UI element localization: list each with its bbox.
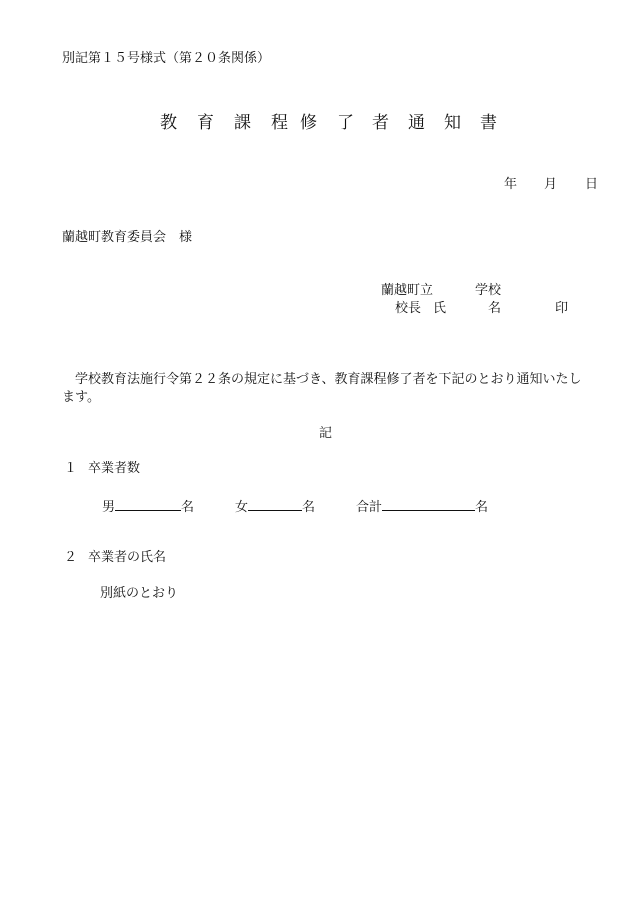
male-count-blank[interactable] [115, 497, 181, 511]
name-label-right: 名 [488, 301, 502, 316]
title-char: 知 [444, 113, 461, 133]
total-unit: 名 [475, 500, 489, 515]
title-char: 修 [300, 113, 317, 133]
title-char: 課 [234, 113, 251, 133]
body-text-line1: 学校教育法施行令第２２条の規定に基づき、教育課程修了者を下記のとおり通知いたし [75, 372, 582, 387]
date-month: 月 [544, 177, 558, 192]
female-count-group [235, 497, 315, 516]
title-char: 書 [480, 113, 497, 133]
female-label: 女 [235, 500, 249, 515]
title-char: 教 [160, 113, 177, 133]
school-prefix: 蘭越町立 [381, 283, 434, 298]
title-char: 程 [271, 113, 288, 133]
section1-heading: 卒業者数 [88, 461, 141, 476]
section2-note: 別紙のとおり [100, 586, 179, 601]
name-label-left: 氏 [433, 301, 447, 316]
school-suffix: 学校 [475, 283, 502, 298]
male-label: 男 [102, 500, 116, 515]
ki-heading: 記 [319, 426, 333, 441]
section2-number: ２ [64, 550, 78, 565]
principal-label: 校長 [395, 301, 422, 316]
recipient: 蘭越町教育委員会 様 [62, 230, 193, 245]
total-label: 合計 [356, 500, 383, 515]
seal-label: 印 [555, 301, 569, 316]
form-reference: 別記第１５号様式（第２０条関係） [62, 51, 271, 66]
female-count-blank[interactable] [248, 497, 302, 511]
date-day: 日 [585, 177, 599, 192]
female-unit: 名 [302, 500, 316, 515]
title-char: 育 [197, 113, 214, 133]
section1-number: １ [64, 461, 78, 476]
male-unit: 名 [181, 500, 195, 515]
section2-heading: 卒業者の氏名 [88, 550, 167, 565]
total-count-group [356, 497, 488, 516]
title-char: 了 [337, 113, 354, 133]
graduate-count-row [102, 497, 194, 516]
title-char: 通 [408, 113, 425, 133]
title-char: 者 [372, 113, 389, 133]
date-year: 年 [504, 177, 518, 192]
body-text-line2: ます。 [62, 390, 100, 405]
total-count-blank[interactable] [382, 497, 475, 511]
